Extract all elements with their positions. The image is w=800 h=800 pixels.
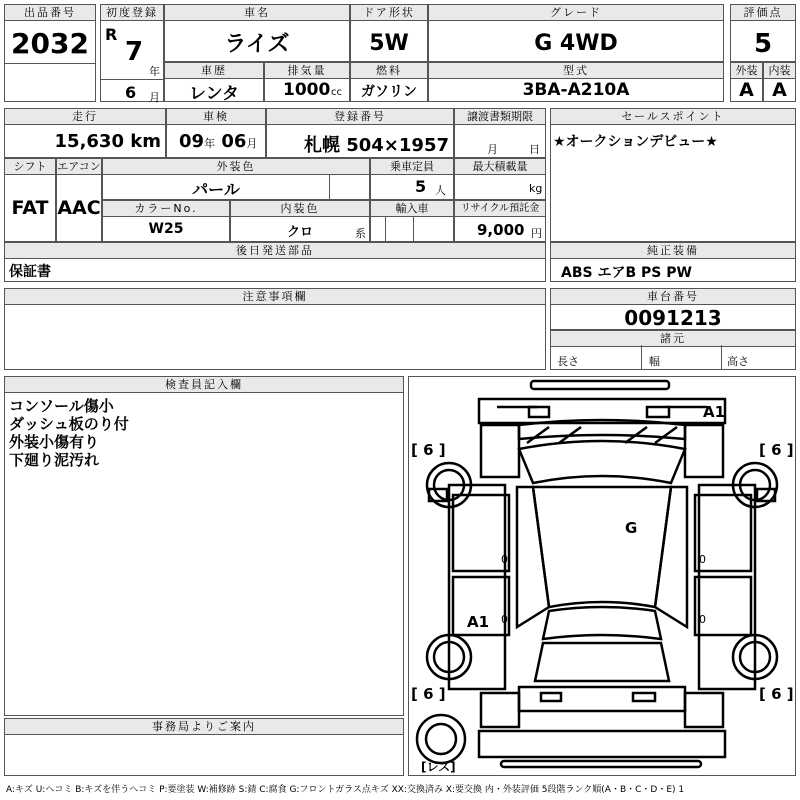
shift: FAT (11, 197, 49, 219)
interior-cell: 内装 A (763, 62, 796, 102)
svg-text:0: 0 (501, 553, 508, 566)
spare-tire-label: [レス] (421, 760, 456, 774)
inspector-note: ダッシュ板のり付 (9, 415, 129, 433)
door-type: 5W (369, 31, 409, 56)
score-cell: 評価点 5 (730, 4, 796, 62)
tire-depth-fr: [ 6 ] (759, 441, 794, 459)
shift-cell: シフト FAT (4, 158, 56, 242)
inspection-cell: 車検 09年 06月 (166, 108, 266, 158)
mileage-cell: 走行 15,630 km (4, 108, 166, 158)
grade: G 4WD (534, 31, 618, 56)
inspector-cell: 検査員記入欄 コンソール傷小 ダッシュ板のり付 外装小傷有り 下廻り泥汚れ (4, 376, 404, 716)
damage-mark: A1 (703, 403, 726, 421)
model-cell: 型式 3BA-A210A (428, 62, 724, 102)
import-cell: 輸入車 (370, 200, 454, 242)
later-parts: 保証書 (9, 264, 51, 280)
inspector-note: 外装小傷有り (9, 433, 100, 451)
tire-depth-fl: [ 6 ] (411, 441, 446, 459)
inspection-date: 09年 06月 (179, 131, 258, 152)
mileage: 15,630 km (54, 131, 161, 152)
svg-text:0: 0 (699, 553, 706, 566)
interior-color: クロ (286, 225, 313, 240)
exterior-grade: A (739, 79, 754, 101)
damage-mark: G (625, 519, 638, 537)
history: レンタ (189, 84, 239, 104)
car-name: ライズ (224, 32, 290, 57)
sales-point: ★オークションデビュー★ (553, 134, 718, 150)
door-cell: ドア形状 5W (350, 4, 428, 62)
color-no-cell: カラーNo. W25 (102, 200, 230, 242)
plate-cell: 登録番号 札幌 504×1957 (266, 108, 454, 158)
era: R (105, 25, 118, 44)
ext-color-cell: 外装色 パール (102, 158, 370, 200)
air-conditioner: AAC (57, 197, 101, 219)
recycle-fee: 9,000 (477, 221, 525, 239)
tire-depth-rr: [ 6 ] (759, 685, 794, 703)
grade-cell: グレード G 4WD (428, 4, 724, 62)
exterior-cell: 外装 A (730, 62, 763, 102)
specs-cell: 諸元 長さ 幅 高さ (550, 330, 796, 370)
capacity: 5 (415, 177, 427, 196)
color-number: W25 (148, 221, 184, 237)
history-cell: 車歴 レンタ (164, 62, 264, 102)
ac-cell: エアコン AAC (56, 158, 102, 242)
notes-cell: 注意事項欄 (4, 288, 546, 370)
displacement: 1000 (283, 80, 331, 100)
exterior-color: パール (192, 180, 240, 199)
equipment: ABS エアB PS PW (561, 265, 692, 281)
tire-depth-rl: [ 6 ] (411, 685, 446, 703)
inspector-note: 下廻り泥汚れ (9, 451, 100, 469)
fuel: ガソリン (361, 84, 417, 100)
model-code: 3BA-A210A (522, 80, 630, 100)
displacement-cell: 排気量 1000 cc (264, 62, 350, 102)
reg-month: 6 (125, 83, 137, 102)
chassis-number: 0091213 (624, 306, 722, 330)
first-reg-label: 初度登録 (100, 4, 164, 21)
load-cell: 最大積載量 kg (454, 158, 546, 200)
first-reg-cell: 初度登録 R 7 年 6 月 (100, 4, 164, 102)
car-name-cell: 車名 ライズ (164, 4, 350, 62)
interior-grade: A (772, 79, 787, 101)
inspector-note: コンソール傷小 (9, 397, 114, 415)
lot-number: 2032 (11, 27, 89, 60)
svg-text:0: 0 (699, 613, 706, 626)
office-cell: 事務局よりご案内 (4, 718, 404, 776)
car-diagram-svg (409, 377, 795, 775)
capacity-cell: 乗車定員 5 人 (370, 158, 454, 200)
deadline-cell: 譲渡書類期限 月 日 (454, 108, 546, 158)
equipment-cell: 純正装備 ABS エアB PS PW (550, 242, 796, 282)
damage-mark: A1 (467, 613, 490, 631)
int-color-cell: 内装色 クロ 系 (230, 200, 370, 242)
later-parts-cell: 後日発送部品 保証書 (4, 242, 546, 282)
fuel-cell: 燃料 ガソリン (350, 62, 428, 102)
legend: A:キズ U:ヘコミ B:キズを伴うヘコミ P:要塗装 W:補修跡 S:錆 C:腐食 G:フロントガラス点キズ XX:交換済み X:要交換 内・外装評価 5段階ランク順(A・B・C・D・E) 1 (6, 785, 685, 795)
lot-label: 出品番号 (4, 4, 96, 21)
score: 5 (753, 29, 773, 59)
lot-cell (4, 4, 96, 102)
reg-year: 7 (125, 37, 144, 67)
recycle-cell: リサイクル預託金 9,000 円 (454, 200, 546, 242)
damage-diagram (408, 376, 796, 776)
sales-point-cell: セールスポイント ★オークションデビュー★ (550, 108, 796, 242)
svg-text:0: 0 (501, 613, 508, 626)
chassis-cell: 車台番号 0091213 (550, 288, 796, 330)
plate-number: 札幌 504×1957 (303, 135, 449, 156)
